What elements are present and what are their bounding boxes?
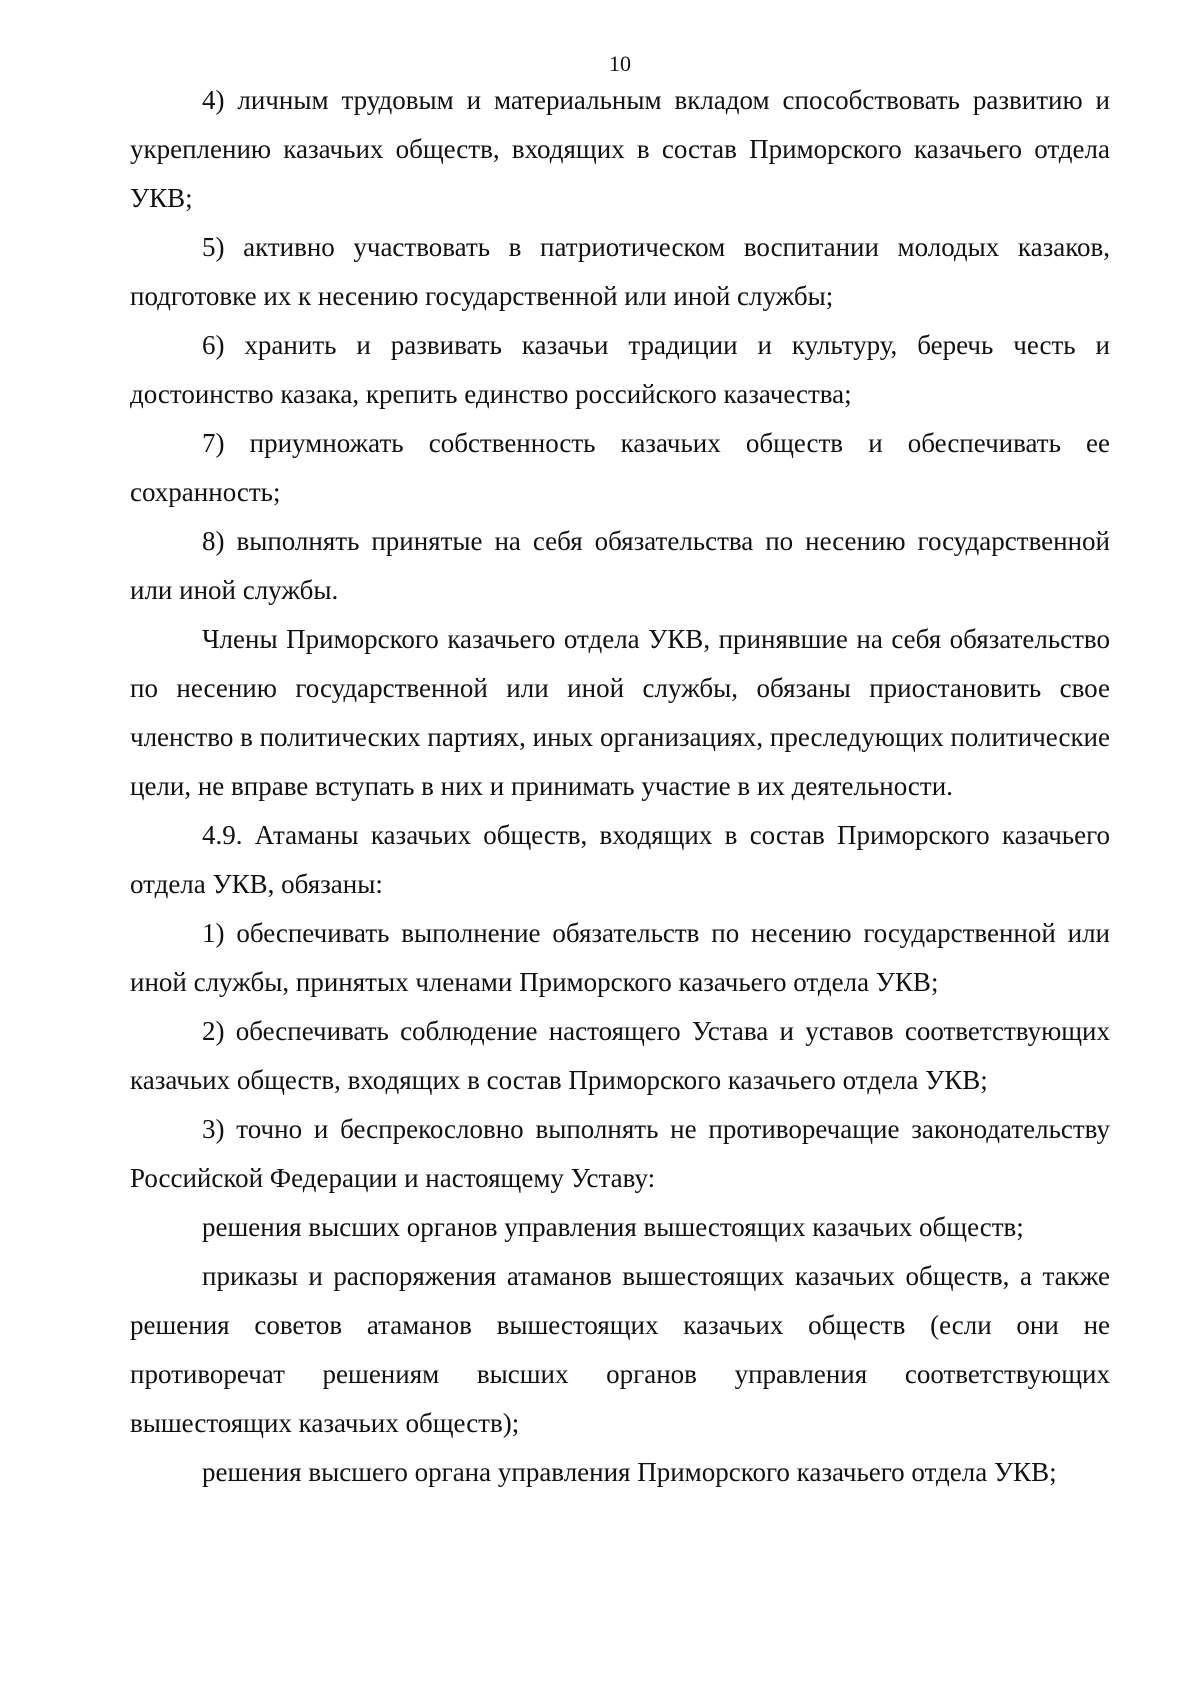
paragraph-item-6: 6) хранить и развивать казачьи традиции и культуру, беречь честь и достоинство казака, крепить единство российского казачества; (130, 330, 1110, 409)
paragraph-item-8: 8) выполнять принятые на себя обязательства по несению государственной или иной службы. (130, 526, 1110, 605)
paragraph-item-7: 7) приумножать собственность казачьих обществ и обеспечивать ее сохранность; (130, 428, 1110, 507)
paragraph-decisions-higher-bodies: решения высших органов управления вышестоящих казачьих обществ; (202, 1212, 1024, 1242)
document-body (130, 76, 1110, 1497)
paragraph-section-4-9: 4.9. Атаманы казачьих обществ, входящих в состав Приморского казачьего отдела УКВ, обязаны: (130, 820, 1110, 899)
paragraph-atamans-item-3: 3) точно и беспрекословно выполнять не противоречащие законодательству Российской Федерации и настоящему Уставу: (130, 1114, 1110, 1193)
paragraph-members-obligation: Члены Приморского казачьего отдела УКВ, принявшие на себя обязательство по несению государственной или иной службы, обязаны приостановить свое членство в политических партиях, иных организациях, преследующих политические цели, не вправе вступать в них и принимать участие в их деятельности. (130, 624, 1110, 801)
paragraph-decisions-primorsky: решения высшего органа управления Приморского казачьего отдела УКВ; (202, 1457, 1057, 1487)
paragraph-item-4: 4) личным трудовым и материальным вкладом способствовать развитию и укреплению казачьих обществ, входящих в состав Приморского казачьего отдела УКВ; (130, 85, 1110, 213)
paragraph-orders-atamans: приказы и распоряжения атаманов вышестоящих казачьих обществ, а также решения советов атаманов вышестоящих казачьих обществ (если они не противоречат решениям высших органов управления соответствующих вышестоящих казачьих обществ); (130, 1261, 1110, 1438)
paragraph-atamans-item-2: 2) обеспечивать соблюдение настоящего Устава и уставов соответствующих казачьих обществ, входящих в состав Приморского казачьего отдела УКВ; (130, 1016, 1110, 1095)
paragraph-item-5: 5) активно участвовать в патриотическом воспитании молодых казаков, подготовке их к несению государственной или иной службы; (130, 232, 1110, 311)
paragraph-atamans-item-1: 1) обеспечивать выполнение обязательств по несению государственной или иной службы, принятых членами Приморского казачьего отдела УКВ; (130, 918, 1110, 997)
page-number: 10 (609, 51, 631, 76)
